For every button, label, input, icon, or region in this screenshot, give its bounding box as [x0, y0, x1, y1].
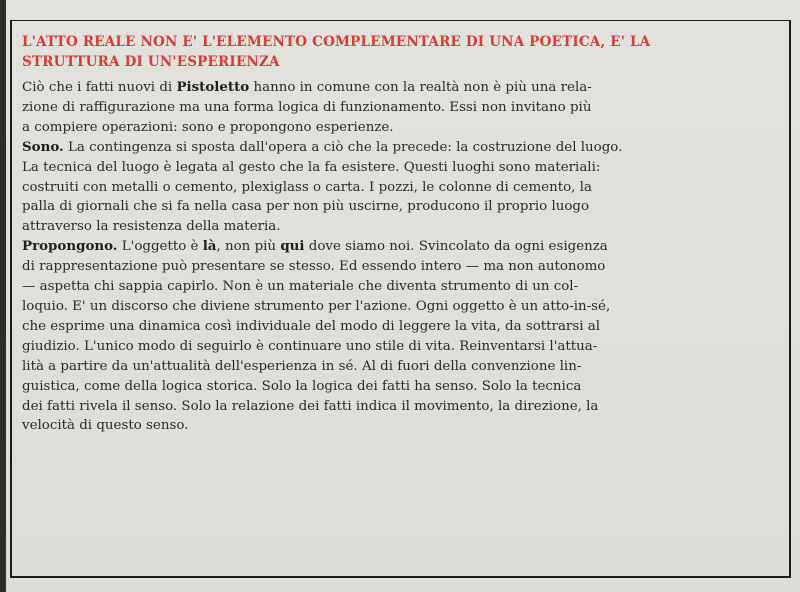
- text-line: guistica, come della logica storica. Solo la logica dei fatti ha senso. Solo la tecnica: [22, 378, 582, 394]
- paragraph-lead: Sono.: [22, 138, 64, 155]
- text-line: a compiere operazioni: sono e propongono esperienze.: [22, 119, 394, 135]
- page-edge: [0, 0, 6, 592]
- text-line: dei fatti rivela il senso. Solo la relazione dei fatti indica il movimento, la direzione, la: [22, 398, 599, 414]
- text-line: costruiti con metalli o cemento, plexiglass o carta. I pozzi, le colonne di cemento, la: [22, 179, 592, 195]
- article-heading: [22, 32, 712, 72]
- text-run: Ciò che i fatti nuovi di: [22, 80, 177, 95]
- paragraph-intro: [22, 78, 712, 138]
- text-line: di rappresentazione può presentare se stesso. Ed essendo intero — ma non autonomo: [22, 259, 606, 275]
- text-line: loquio. E' un discorso che diviene strumento per l'azione. Ogni oggetto è un atto-in-sé,: [22, 298, 611, 314]
- heading-line-1: L'ATTO REALE NON E' L'ELEMENTO COMPLEMENTARE DI UNA POETICA, E' LA: [22, 34, 651, 50]
- text-line: La tecnica del luogo è legata al gesto che la fa esistere. Questi luoghi sono materiali:: [22, 159, 601, 175]
- text-run: dove siamo noi. Svincolato da ogni esigenza: [304, 239, 608, 255]
- heading-line-2: STRUTTURA DI UN'ESPERIENZA: [22, 54, 280, 70]
- text-line: palla di giornali che si fa nella casa per non più uscirne, producono il proprio luogo: [22, 199, 590, 215]
- text-line: zione di raffigurazione ma una forma logica di funzionamento. Essi non invitano più: [22, 99, 592, 115]
- text-line: attraverso la resistenza della materia.: [22, 219, 281, 235]
- text-line: — aspetta chi sappia capirlo. Non è un materiale che diventa strumento di un col-: [22, 279, 579, 295]
- text-line: velocità di questo senso.: [22, 418, 189, 434]
- paragraph-sono: [22, 138, 712, 238]
- text-line: che esprime una dinamica così individuale del modo di leggere la vita, da sottrarsi al: [22, 318, 601, 334]
- text-line: [22, 237, 712, 257]
- paragraph-lead: Propongono.: [22, 238, 118, 255]
- artist-name: Pistoletto: [176, 79, 250, 95]
- text-line: [22, 78, 712, 98]
- paragraph-propongono: [22, 237, 712, 436]
- text-run: L'oggetto è: [117, 239, 203, 255]
- article-content: [22, 32, 712, 436]
- emphasis-word: qui: [280, 238, 305, 255]
- emphasis-word: là: [202, 238, 217, 255]
- text-line: giudizio. L'unico modo di seguirlo è continuare uno stile di vita. Reinventarsi l'attua-: [22, 338, 598, 354]
- text-line: lità a partire da un'attualità dell'esperienza in sé. Al di fuori della convenzione lin-: [22, 358, 582, 374]
- text-run: hanno in comune con la realtà non è più una rela-: [249, 80, 592, 95]
- text-line: [22, 138, 712, 158]
- text-run: , non più: [216, 239, 281, 255]
- text-run: La contingenza si sposta dall'opera a ciò che la precede: la costruzione del luogo.: [63, 139, 623, 155]
